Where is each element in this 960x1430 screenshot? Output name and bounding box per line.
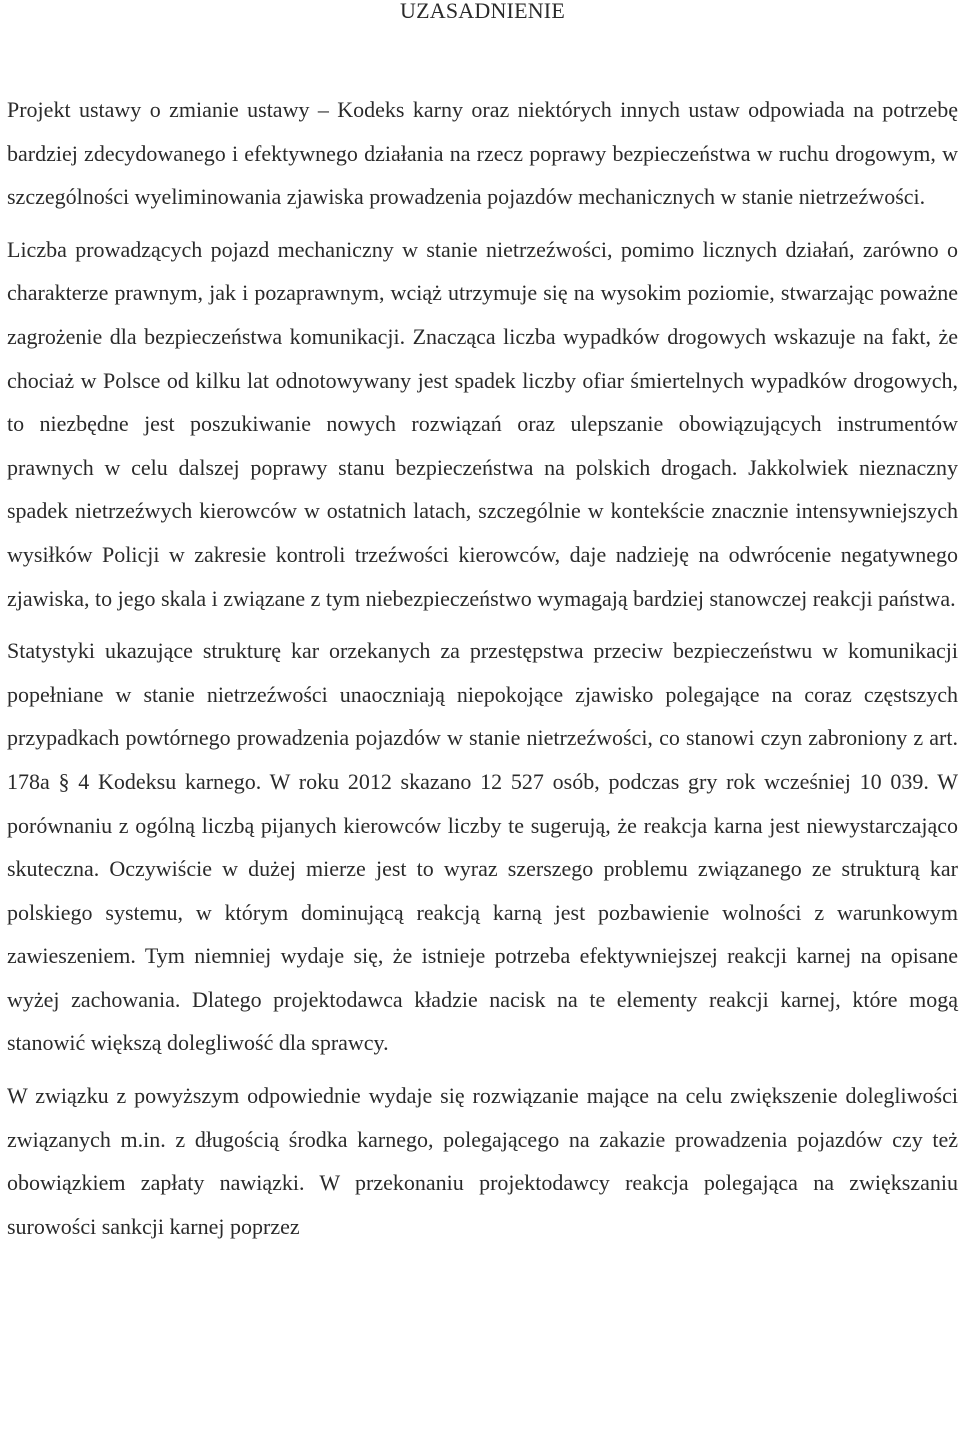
paragraph-proposed-solution: W związku z powyższym odpowiednie wydaje się rozwiązanie mające na celu zwiększenie dolegliwości związanych m.in. z długością środka karnego, polegającego na zakazie prowadzenia pojazdów czy też obowiązkiem zapłaty nawiązki. W przekonaniu projektodawcy reakcja polegająca na zwiększaniu surowości sankcji karnej poprzez xyxy=(7,1083,958,1239)
document-title: UZASADNIENIE xyxy=(400,0,565,23)
paragraph-sentencing-statistics: Statystyki ukazujące strukturę kar orzekanych za przestępstwa przeciw bezpieczeństwu w komunikacji popełniane w stanie nietrzeźwości unaoczniają niepokojące zjawisko polegające na coraz częstszych przypadkach powtórnego prowadzenia pojazdów w stanie nietrzeźwości, co stanowi czyn zabroniony z art. 178a § 4 Kodeksu karnego. W roku 2012 skazano 12 527 osób, podczas gry rok wcześniej 10 039. W porównaniu z ogólną liczbą pijanych kierowców liczby te sugerują, że reakcja karna jest niewystarczająco skuteczna. Oczywiście w dużej mierze jest to wyraz szerszego problemu związanego ze strukturą kar polskiego systemu, w którym dominującą reakcją karną jest pozbawienie wolności z warunkowym zawieszeniem. Tym niemniej wydaje się, że istnieje potrzeba efektywniejszej reakcji karnej na opisane wyżej zachowania. Dlatego projektodawca kładzie nacisk na te elementy reakcji karnej, które mogą stanowić większą dolegliwość dla sprawcy. xyxy=(7,638,958,1056)
document-page xyxy=(7,0,958,1248)
paragraph-introduction: Projekt ustawy o zmianie ustawy – Kodeks karny oraz niektórych innych ustaw odpowiada na potrzebę bardziej zdecydowanego i efektywnego działania na rzecz poprawy bezpieczeństwa w ruchu drogowym, w szczególności wyeliminowania zjawiska prowadzenia pojazdów mechanicznych w stanie nietrzeźwości. xyxy=(7,97,958,210)
paragraph-drunk-driving-scale: Liczba prowadzących pojazd mechaniczny w stanie nietrzeźwości, pomimo licznych działań, zarówno o charakterze prawnym, jak i pozaprawnym, wciąż utrzymuje się na wysokim poziomie, stwarzając poważne zagrożenie dla bezpieczeństwa komunikacji. Znacząca liczba wypadków drogowych wskazuje na fakt, że chociaż w Polsce od kilku lat odnotowywany jest spadek liczby ofiar śmiertelnych wypadków drogowych, to niezbędne jest poszukiwanie nowych rozwiązań oraz ulepszanie obowiązujących instrumentów prawnych w celu dalszej poprawy stanu bezpieczeństwa na polskich drogach. Jakkolwiek nieznaczny spadek nietrzeźwych kierowców w ostatnich latach, szczególnie w kontekście znacznie intensywniejszych wysiłków Policji w zakresie kontroli trzeźwości kierowców, daje nadzieję na odwrócenie negatywnego zjawiska, to jego skala i związane z tym niebezpieczeństwo wymagają bardziej stanowczej reakcji państwa. xyxy=(7,236,958,611)
